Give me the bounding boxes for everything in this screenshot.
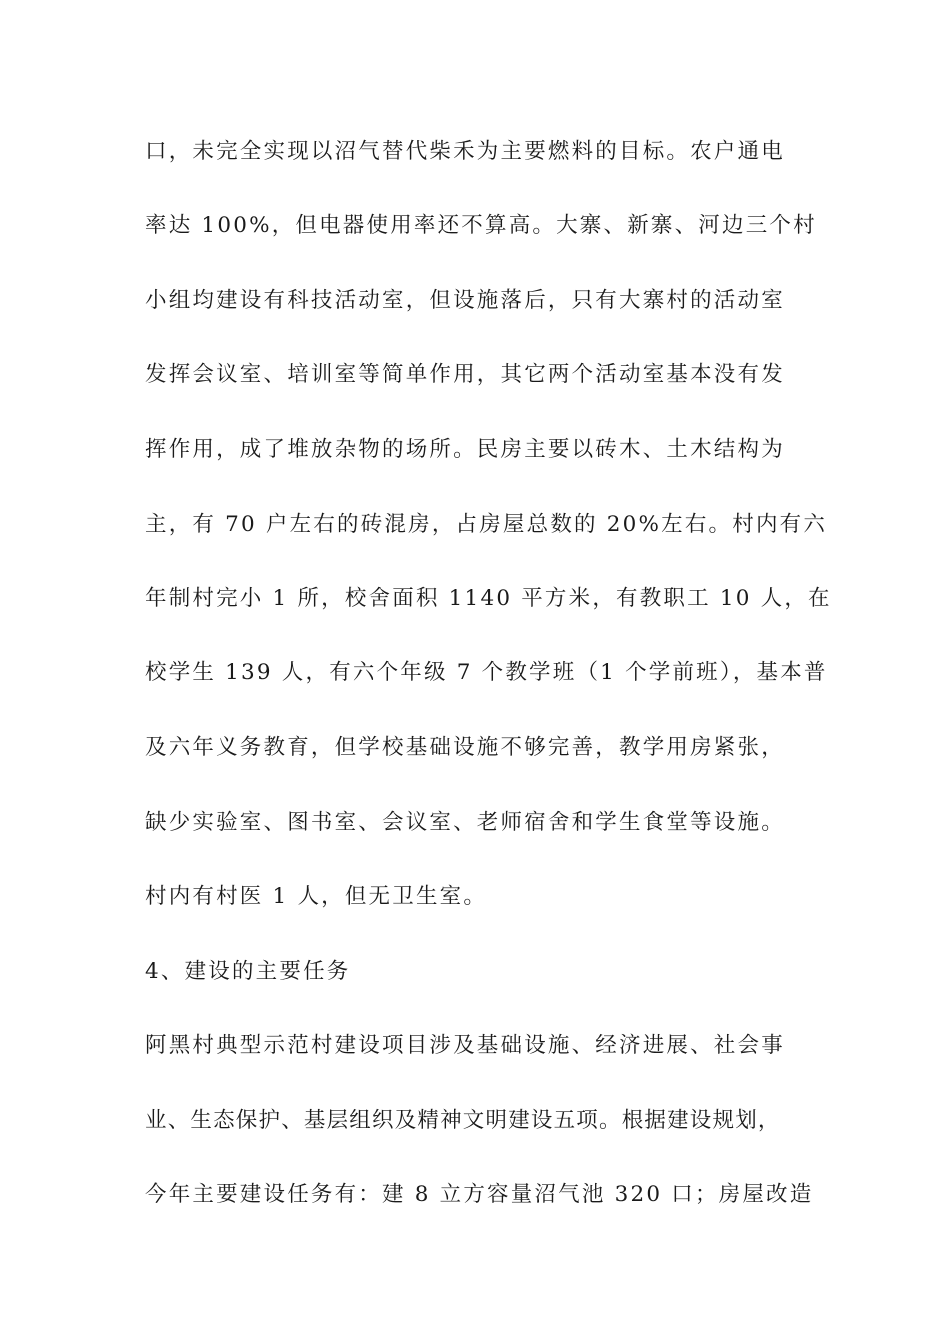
paragraph-line: 缺少实验室、图书室、会议室、老师宿舍和学生食堂等设施。 (145, 810, 785, 835)
paragraph-line: 村内有村医 1 人，但无卫生室。 (145, 884, 488, 909)
paragraph-line: 及六年义务教育，但学校基础设施不够完善，教学用房紧张， (145, 735, 785, 760)
section-heading: 4、建设的主要任务 (145, 959, 351, 984)
paragraph-line: 发挥会议室、培训室等简单作用，其它两个活动室基本没有发 (145, 362, 785, 387)
paragraph-line: 挥作用，成了堆放杂物的场所。民房主要以砖木、土木结构为 (145, 437, 785, 462)
paragraph-line: 率达 100%，但电器使用率还不算高。大寨、新寨、河边三个村 (145, 213, 817, 238)
paragraph-line: 小组均建设有科技活动室，但设施落后，只有大寨村的活动室 (145, 288, 785, 313)
paragraph-line: 校学生 139 人，有六个年级 7 个教学班（1 个学前班），基本普 (145, 660, 828, 685)
paragraph-line: 年制村完小 1 所，校舍面积 1140 平方米，有教职工 10 人，在 (145, 586, 832, 611)
paragraph-line: 主，有 70 户左右的砖混房，占房屋总数的 20%左右。村内有六 (145, 512, 828, 537)
paragraph-line: 今年主要建设任务有：建 8 立方容量沼气池 320 口；房屋改造 (145, 1182, 814, 1207)
paragraph-line: 业、生态保护、基层组织及精神文明建设五项。根据建设规划， (145, 1108, 781, 1133)
paragraph-line: 口，未完全实现以沼气替代柴禾为主要燃料的目标。农户通电 (145, 139, 785, 164)
paragraph-line: 阿黑村典型示范村建设项目涉及基础设施、经济进展、社会事 (145, 1033, 785, 1058)
